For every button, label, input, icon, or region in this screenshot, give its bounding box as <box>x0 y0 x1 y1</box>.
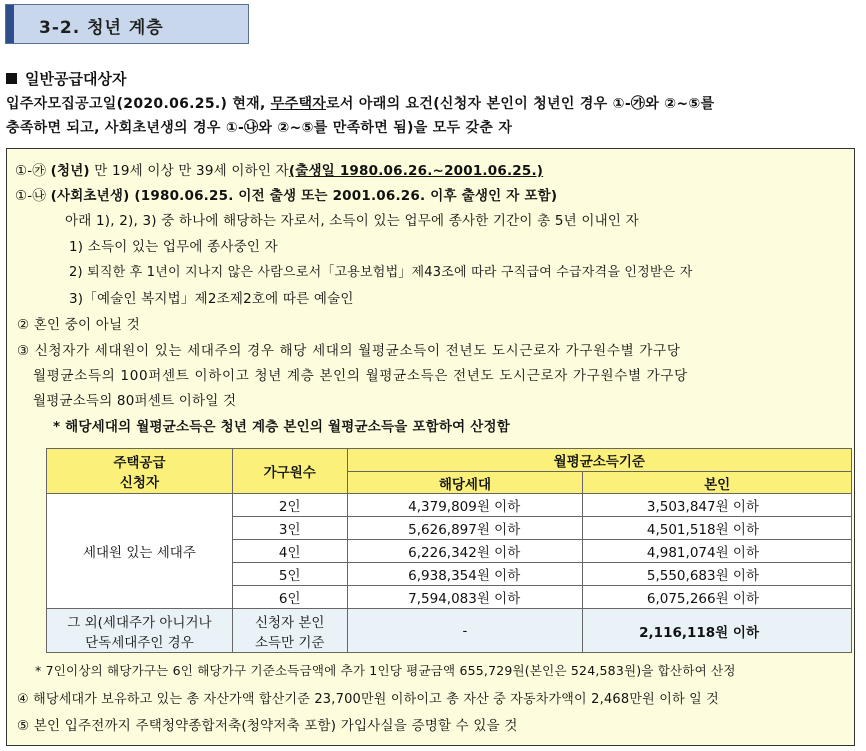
req-newcomer-desc: 아래 1), 2), 3) 중 하나에 해당하는 자로서, 소득이 있는 업무에 종사한 기간이 총 5년 이내인 자 <box>65 213 639 229</box>
req-income-note: * 해당세대의 월평균소득은 청년 계층 본인의 월평균소득을 포함하여 산정함 <box>53 419 510 435</box>
heading-text: 일반공급대상자 <box>25 70 127 88</box>
header-household: 해당세대 <box>347 472 583 494</box>
table-row-other <box>47 609 852 653</box>
header-applicant: 주택공급 신청자 <box>47 449 233 494</box>
header-self: 본인 <box>583 472 852 494</box>
income-table <box>46 448 852 653</box>
requirements-box <box>6 148 855 746</box>
intro-line-2: 충족하면 되고, 사회초년생의 경우 ①-㉯와 ②~⑤를 만족하면 됨)을 모두 갖춘 자 <box>6 120 513 136</box>
table-row: 3인 5,626,897원 이하 4,501,518원 이하 <box>47 517 852 540</box>
table-row: 5인 6,938,354원 이하 5,550,683원 이하 <box>47 563 852 586</box>
intro-line-1: 입주자모집공고일(2020.06.25.) 현재, 무주택자로서 아래의 요건(신청자 본인이 청년인 경우 ①-㉮와 ②~⑤를 <box>6 96 715 112</box>
req-income-line-1: ③ 신청자가 세대원이 있는 세대주의 경우 해당 세대의 월평균소득이 전년도 도시근로자 가구원수별 가구당 <box>17 343 681 359</box>
homeless-underlined: 무주택자 <box>270 96 327 112</box>
table-row: 4인 6,226,342원 이하 4,981,074원 이하 <box>47 540 852 563</box>
req-assets: ④ 해당세대가 보유하고 있는 총 자산가액 합산기준 23,700만원 이하이고 총 자산 중 자동차가액이 2,468만원 이하 일 것 <box>17 692 719 707</box>
square-bullet-icon <box>6 73 17 84</box>
req-income-line-3: 월평균소득의 80퍼센트 이하일 것 <box>33 393 237 409</box>
section-title <box>5 4 249 44</box>
header-members: 가구원수 <box>232 449 347 494</box>
req-unmarried: ② 혼인 중이 아닐 것 <box>17 317 140 333</box>
req-savings: ⑤ 본인 입주전까지 주택청약종합저축(청약저축 포함) 가입사실을 증명할 수 있을 것 <box>17 718 518 734</box>
section-title-text: 3-2. 청년 계층 <box>39 18 164 38</box>
youth-birth-range: (출생일 1980.06.26.~2001.06.25.) <box>288 163 544 179</box>
section-title-accent <box>6 5 14 43</box>
req-youth: ①-㉮ (청년) 만 19세 이상 만 39세 이하인 자(출생일 1980.06.26.~2001.06.25.) <box>15 163 544 179</box>
intro-paragraph <box>6 92 858 140</box>
header-income: 월평균소득기준 <box>347 449 851 472</box>
table-row: 6인 7,594,083원 이하 6,075,266원 이하 <box>47 586 852 609</box>
other-members: 신청자 본인 소득만 기준 <box>232 609 347 653</box>
req-newcomer-1: 1) 소득이 있는 업무에 종사중인 자 <box>69 239 278 255</box>
req-newcomer: ①-㉯ (사회초년생) (1980.06.25. 이전 출생 또는 2001.06.26. 이후 출생인 자 포함) <box>15 188 558 204</box>
footnote: * 7인이상의 해당가구는 6인 해당가구 기준소득금액에 추가 1인당 평균금액 655,729원(본인은 524,583원)을 합산하여 산정 <box>35 663 736 678</box>
other-household: - <box>347 609 583 653</box>
other-label: 그 외(세대주가 아니거나 단독세대주인 경우 <box>47 609 233 653</box>
heading <box>6 68 126 89</box>
other-self: 2,116,118원 이하 <box>583 609 852 653</box>
req-newcomer-2: 2) 퇴직한 후 1년이 지나지 않은 사람으로서「고용보험법」제43조에 따라 구직급여 수급자격을 인정받은 자 <box>69 265 693 280</box>
req-income-line-2: 월평균소득의 100퍼센트 이하이고 청년 계층 본인의 월평균소득은 전년도 도시근로자 가구원수별 가구당 <box>33 368 688 384</box>
table-row: 세대원 있는 세대주 2인 4,379,809원 이하 3,503,847원 이하 <box>47 494 852 517</box>
req-newcomer-3: 3)「예술인 복지법」제2조제2호에 따른 예술인 <box>69 291 354 307</box>
group-label: 세대원 있는 세대주 <box>47 494 233 609</box>
